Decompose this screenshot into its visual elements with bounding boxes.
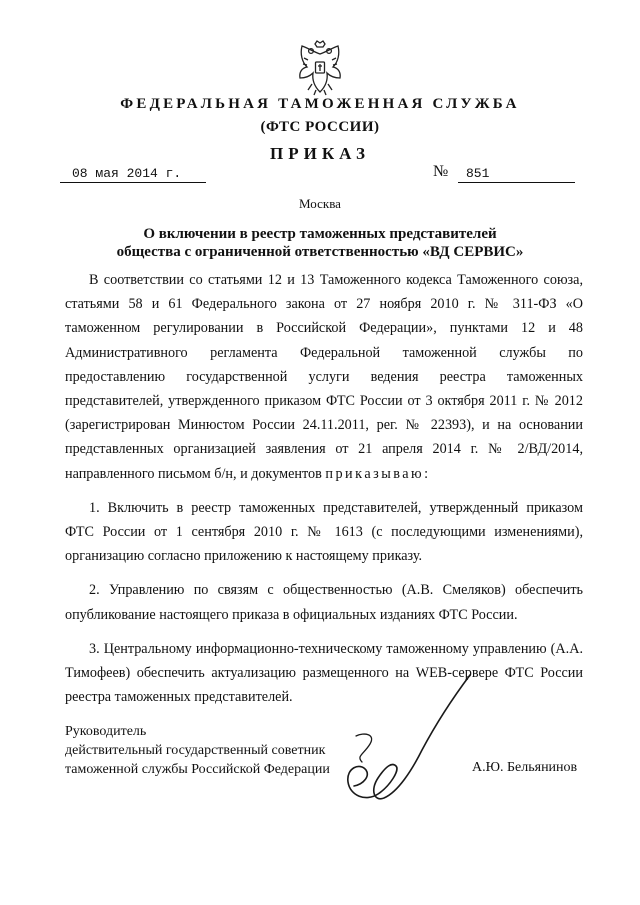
order-title <box>60 225 580 261</box>
order-number: 851 <box>458 166 575 183</box>
agency-name: ФЕДЕРАЛЬНАЯ ТАМОЖЕННАЯ СЛУЖБА <box>120 96 520 112</box>
item-3-paragraph: 3. Центральному информационно-техническому таможенному управлению (А.А. Тимофеев) обеспечить актуализацию размещенного на WEB-сервере ФТС России реестра таможенных представителей. <box>65 640 583 706</box>
order-body <box>65 268 583 709</box>
agency-short-name: (ФТС РОССИИ) <box>260 119 380 135</box>
item-1-paragraph: 1. Включить в реестр таможенных представителей, утвержденный приказом ФТС России от 1 сентября 2010 г. № 1613 (с последующими изменениями), организацию согласно приложению к настоящему приказу. <box>65 499 583 565</box>
title-line-1: О включении в реестр таможенных представителей <box>143 226 497 242</box>
item-2-paragraph: 2. Управлению по связям с общественностью (А.В. Смеляков) обеспечить опубликование настоящего приказа в официальных изданиях ФТС России. <box>65 582 583 623</box>
signatory-position <box>65 722 330 779</box>
order-keyword: приказываю: <box>325 465 431 482</box>
position-line-1: Руководитель <box>65 724 147 739</box>
document-type: ПРИКАЗ <box>270 144 370 163</box>
position-line-3: таможенной службы Российской Федерации <box>65 762 330 777</box>
handwritten-signature <box>320 670 490 810</box>
signatory-name: А.Ю. Бельянинов <box>472 760 578 775</box>
number-sign: № <box>433 163 449 180</box>
double-headed-eagle-emblem-icon <box>294 40 346 98</box>
position-line-2: действительный государственный советник <box>65 743 326 758</box>
order-date: 08 мая 2014 г. <box>60 166 206 183</box>
city: Москва <box>299 196 341 211</box>
title-line-2: общества с ограниченной ответственностью «ВД СЕРВИС» <box>116 244 524 260</box>
preamble-text: В соответствии со статьями 12 и 13 Таможенного кодекса Таможенного союза, статьями 58 и 61 Федерального закона от 27 ноября 2010 г. № 311-ФЗ «О таможенном регулировании в Российской Федерации», пунктами 12 и 48 Административного регламента Федеральной таможенной службы по предоставлению государственной услуги ведения реестра таможенных представителей, утвержденного приказом ФТС России от 3 октября 2011 г. № 2012 (зарегистрирован Минюстом России 24.11.2011, рег. № 22393), и на основании представленных организацией заявления от 21 апреля 2014 г. № 2/ВД/2014, направленного письмом б/н, и документов <box>65 272 583 482</box>
preamble-paragraph <box>65 268 583 486</box>
